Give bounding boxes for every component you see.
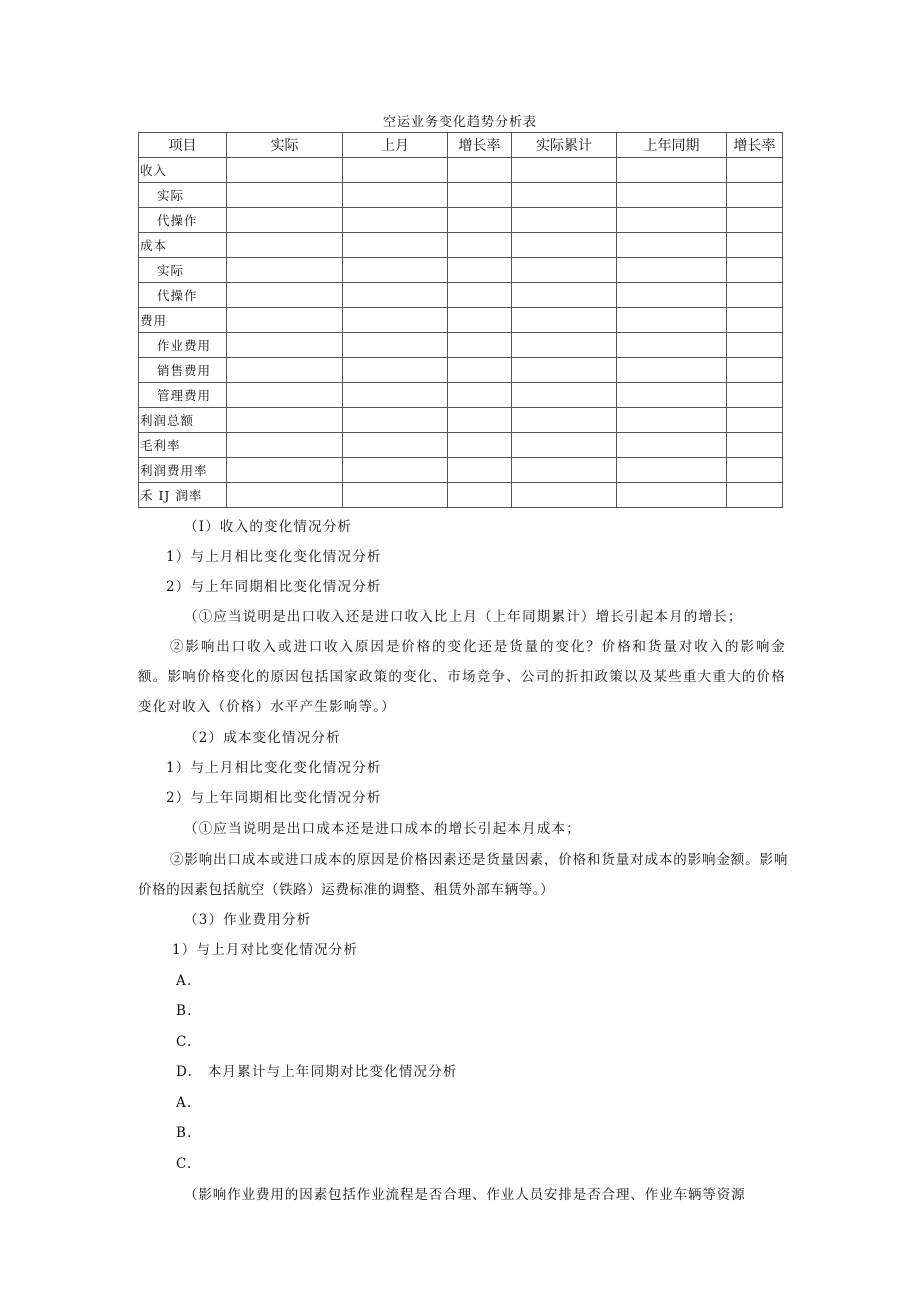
table-row — [139, 433, 783, 458]
row-label: 毛利率 — [139, 433, 227, 458]
table-row — [139, 458, 783, 483]
cell — [227, 233, 343, 258]
cell — [448, 483, 512, 508]
cell — [227, 383, 343, 408]
cell — [617, 408, 727, 433]
list-item: B. — [176, 1125, 193, 1141]
table-row — [139, 283, 783, 308]
row-label: 代操作 — [139, 283, 227, 308]
column-header: 项目 — [139, 133, 227, 158]
section-heading: （2）成本变化情况分析 — [184, 730, 341, 746]
cell — [448, 458, 512, 483]
list-item: A. — [176, 973, 193, 989]
table-row — [139, 158, 783, 183]
cell — [512, 308, 617, 333]
table-title: 空运业务变化趋势分析表 — [382, 115, 537, 130]
list-item: D. 本月累计与上年同期对比变化情况分析 — [176, 1064, 458, 1080]
cell — [227, 158, 343, 183]
list-item: B. — [176, 1003, 193, 1019]
trend-analysis-table — [138, 132, 783, 508]
cell — [512, 158, 617, 183]
cell — [227, 458, 343, 483]
cell — [727, 258, 783, 283]
table-row — [139, 408, 783, 433]
cell — [448, 433, 512, 458]
cell — [727, 433, 783, 458]
cell — [617, 233, 727, 258]
cell — [727, 158, 783, 183]
cell — [617, 283, 727, 308]
cell — [227, 433, 343, 458]
table-row — [139, 383, 783, 408]
cell — [727, 208, 783, 233]
cell — [727, 283, 783, 308]
row-label: 利润费用率 — [139, 458, 227, 483]
cell — [617, 433, 727, 458]
cell — [448, 283, 512, 308]
cell — [727, 483, 783, 508]
cell — [448, 208, 512, 233]
cell — [617, 483, 727, 508]
column-header: 上月 — [343, 133, 448, 158]
row-label: 代操作 — [139, 208, 227, 233]
row-label: 实际 — [139, 183, 227, 208]
cell — [343, 308, 448, 333]
cell — [512, 358, 617, 383]
cell — [227, 358, 343, 383]
list-item: 2）与上年同期相比变化情况分析 — [166, 790, 382, 806]
column-header: 增长率 — [448, 133, 512, 158]
cell — [227, 308, 343, 333]
cell — [448, 358, 512, 383]
cell — [448, 408, 512, 433]
row-label: 销售费用 — [139, 358, 227, 383]
note-paragraph: （①应当说明是出口成本还是进口成本的增长引起本月成本； — [184, 821, 581, 837]
cell — [512, 458, 617, 483]
cell — [448, 383, 512, 408]
list-item: C. — [176, 1156, 193, 1172]
cell — [227, 483, 343, 508]
note-paragraph: ②影响出口成本或进口成本的原因是价格因素还是货量因素，价格和货量对成本的影响金额。影响价格的因素包括航空（铁路）运费标准的调整、租赁外部车辆等。） — [138, 852, 788, 898]
cell — [727, 458, 783, 483]
cell — [448, 308, 512, 333]
cell — [343, 208, 448, 233]
table-row — [139, 483, 783, 508]
cell — [343, 233, 448, 258]
table-row — [139, 233, 783, 258]
cell — [448, 183, 512, 208]
cell — [448, 333, 512, 358]
cell — [617, 158, 727, 183]
cell — [727, 358, 783, 383]
cell — [343, 183, 448, 208]
cell — [343, 383, 448, 408]
cell — [227, 408, 343, 433]
cell — [617, 308, 727, 333]
cell — [617, 383, 727, 408]
table-row — [139, 208, 783, 233]
cell — [727, 183, 783, 208]
cell — [512, 233, 617, 258]
cell — [727, 333, 783, 358]
cell — [227, 333, 343, 358]
table-row — [139, 333, 783, 358]
cell — [512, 333, 617, 358]
table-row — [139, 183, 783, 208]
row-label: 实际 — [139, 258, 227, 283]
list-item: C. — [176, 1034, 193, 1050]
column-header: 上年同期 — [617, 133, 727, 158]
section-heading: （I）收入的变化情况分析 — [184, 519, 353, 535]
cell — [512, 383, 617, 408]
cell — [617, 183, 727, 208]
note-paragraph: （影响作业费用的因素包括作业流程是否合理、作业人员安排是否合理、作业车辆等资源 — [184, 1187, 746, 1203]
cell — [727, 233, 783, 258]
cell — [343, 433, 448, 458]
cell — [227, 283, 343, 308]
cell — [343, 283, 448, 308]
column-header: 增长率 — [727, 133, 783, 158]
row-label: 成本 — [139, 233, 227, 258]
cell — [617, 208, 727, 233]
cell — [343, 333, 448, 358]
cell — [343, 358, 448, 383]
cell — [227, 258, 343, 283]
table-header-row — [139, 133, 783, 158]
cell — [512, 483, 617, 508]
row-label: 作业费用 — [139, 333, 227, 358]
row-label: 利润总额 — [139, 408, 227, 433]
cell — [727, 383, 783, 408]
cell — [448, 158, 512, 183]
cell — [512, 208, 617, 233]
cell — [512, 258, 617, 283]
list-item: A. — [176, 1095, 193, 1111]
cell — [727, 308, 783, 333]
table-row — [139, 308, 783, 333]
note-paragraph: ②影响出口收入或进口收入原因是价格的变化还是货量的变化？价格和货量对收入的影响金额。影响价格变化的原因包括国家政策的变化、市场竞争、公司的折扣政策以及某些重大重大的价格变化对收入（价格）水平产生影响等。） — [138, 639, 786, 715]
row-label: 收入 — [139, 158, 227, 183]
cell — [448, 233, 512, 258]
table-row — [139, 358, 783, 383]
column-header: 实际累计 — [512, 133, 617, 158]
cell — [512, 408, 617, 433]
cell — [448, 258, 512, 283]
cell — [343, 408, 448, 433]
cell — [512, 433, 617, 458]
list-item: 1）与上月相比变化变化情况分析 — [166, 549, 382, 565]
cell — [343, 158, 448, 183]
cell — [617, 358, 727, 383]
cell — [512, 183, 617, 208]
list-item: 1）与上月相比变化变化情况分析 — [166, 760, 382, 776]
list-item: 2）与上年同期相比变化情况分析 — [166, 579, 382, 595]
cell — [343, 483, 448, 508]
row-label: 管理费用 — [139, 383, 227, 408]
cell — [227, 208, 343, 233]
cell — [343, 458, 448, 483]
cell — [343, 258, 448, 283]
cell — [617, 333, 727, 358]
row-label: 禾 IJ 润率 — [139, 483, 227, 508]
list-item: 1）与上月对比变化情况分析 — [172, 942, 359, 958]
column-header: 实际 — [227, 133, 343, 158]
cell — [727, 408, 783, 433]
cell — [617, 458, 727, 483]
section-heading: （3）作业费用分析 — [184, 912, 312, 928]
cell — [617, 258, 727, 283]
cell — [512, 283, 617, 308]
table-row — [139, 258, 783, 283]
cell — [227, 183, 343, 208]
note-paragraph: （①应当说明是出口收入还是进口收入比上月（上年同期累计）增长引起本月的增长； — [184, 609, 743, 625]
row-label: 费用 — [139, 308, 227, 333]
